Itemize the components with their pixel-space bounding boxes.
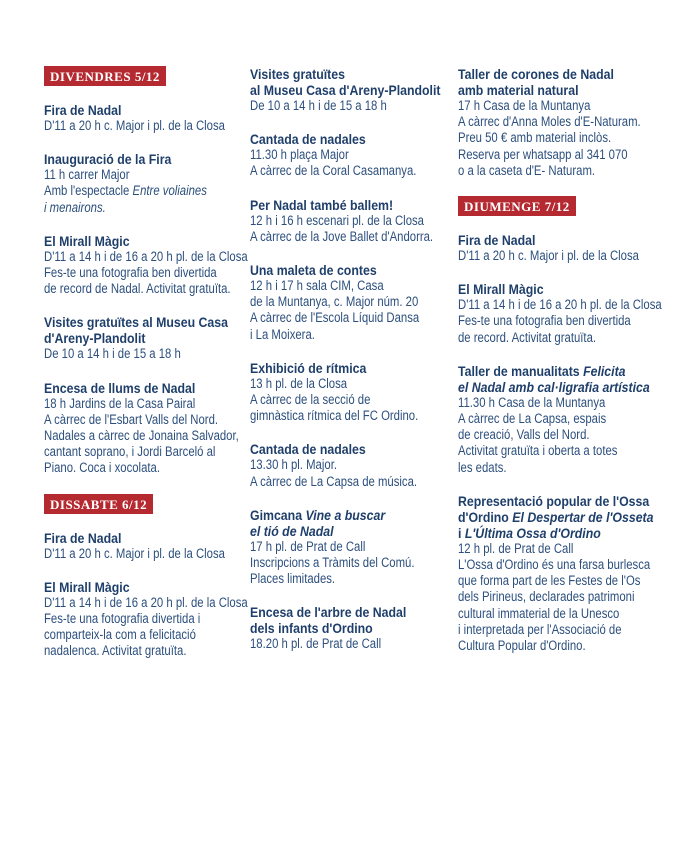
event-line: dels Pirineus, declarades patrimoni bbox=[458, 589, 635, 605]
event-title: El Mirall Màgic bbox=[44, 578, 130, 595]
event-title bbox=[458, 509, 665, 525]
event-title: amb material natural bbox=[458, 82, 579, 98]
day-badge-friday: DIVENDRES 5/12 bbox=[44, 66, 166, 86]
event-title-text: Taller de manualitats bbox=[458, 362, 584, 379]
event-line: D'11 a 14 h i de 16 a 20 h pl. de la Closa bbox=[44, 248, 248, 264]
event-line: 12 h pl. de Prat de Call bbox=[458, 540, 574, 556]
column-2 bbox=[250, 66, 456, 670]
event-title: Encesa de l'arbre de Nadal bbox=[250, 604, 407, 621]
event-line: De 10 a 14 h i de 15 a 18 h bbox=[44, 346, 181, 362]
event-mirall-magic-friday bbox=[44, 233, 250, 298]
event-title: Inauguració de la Fira bbox=[44, 151, 172, 168]
event-line: Places limitades. bbox=[250, 571, 336, 587]
event-title: Visites gratuïtes al Museu Casa bbox=[44, 314, 228, 331]
event-fira-de-nadal-sunday bbox=[458, 232, 664, 264]
day-badge-saturday: DISSABTE 6/12 bbox=[44, 494, 153, 514]
event-line: cultural immaterial de la Unesco bbox=[458, 605, 620, 621]
event-line: D'11 a 14 h i de 16 a 20 h pl. de la Closa bbox=[458, 297, 662, 313]
event-title-italic: Felicita bbox=[583, 362, 626, 379]
event-line: A càrrec de La Capsa, espais bbox=[458, 411, 607, 427]
event-title-italic: El Despertar de l'Osseta bbox=[512, 508, 654, 525]
event-title bbox=[458, 379, 665, 395]
event-title bbox=[250, 523, 457, 539]
event-inauguracio bbox=[44, 151, 250, 216]
event-line: Cultura Popular d'Ordino. bbox=[458, 638, 586, 654]
event-line: Fes-te una fotografia divertida i bbox=[44, 611, 201, 627]
show-title: Entre voliaines bbox=[132, 183, 207, 199]
event-title-italic: L'Última Ossa d'Ordino bbox=[464, 524, 601, 541]
event-title-italic: el tió de Nadal bbox=[250, 522, 334, 539]
day-badge-sunday: DIUMENGE 7/12 bbox=[458, 196, 576, 216]
event-line: D'11 a 20 h c. Major i pl. de la Closa bbox=[458, 248, 639, 264]
event-visites-museu-saturday bbox=[250, 66, 456, 114]
event-cantada-nadales-1 bbox=[250, 131, 456, 179]
event-fira-de-nadal-saturday bbox=[44, 530, 250, 562]
event-line: cantant soprano, i Jordi Barceló al bbox=[44, 444, 216, 460]
event-maleta-contes bbox=[250, 262, 456, 343]
event-cantada-nadales-2 bbox=[250, 441, 456, 489]
event-line: Piano. Coca i xocolata. bbox=[44, 460, 160, 476]
event-text: Amb l'espectacle bbox=[44, 183, 133, 199]
event-visites-museu-friday bbox=[44, 314, 250, 362]
event-line: de creació, Valls del Nord. bbox=[458, 427, 590, 443]
event-title: Una maleta de contes bbox=[250, 262, 377, 279]
event-line: o a la caseta d'E- Naturam. bbox=[458, 162, 596, 178]
event-line: que forma part de les Festes de l'Os bbox=[458, 573, 641, 589]
event-title-italic: Vine a buscar bbox=[305, 506, 386, 523]
event-line: de record. Activitat gratuïta. bbox=[458, 329, 597, 345]
event-line: i La Moixera. bbox=[250, 326, 315, 342]
event-line: gimnàstica rítmica del FC Ordino. bbox=[250, 408, 419, 424]
event-title: d'Areny-Plandolit bbox=[44, 330, 146, 347]
event-line: 18 h Jardins de la Casa Pairal bbox=[44, 395, 196, 411]
event-line: D'11 a 20 h c. Major i pl. de la Closa bbox=[44, 545, 225, 561]
event-title-text: d'Ordino bbox=[458, 508, 513, 525]
event-line: A càrrec d'Anna Moles d'E-Naturam. bbox=[458, 114, 641, 130]
event-encesa-llums bbox=[44, 380, 250, 477]
event-line: i interpretada per l'Associació de bbox=[458, 621, 622, 637]
event-line: 11.30 h plaça Major bbox=[250, 147, 349, 163]
event-line: 13.30 h pl. Major. bbox=[250, 457, 338, 473]
event-line: 11 h carrer Major bbox=[44, 167, 130, 183]
event-title: Encesa de llums de Nadal bbox=[44, 379, 196, 396]
event-line: A càrrec de la Coral Casamanya. bbox=[250, 163, 417, 179]
event-line: i menairons. bbox=[44, 199, 106, 215]
event-line: 13 h pl. de la Closa bbox=[250, 375, 348, 391]
event-title: El Mirall Màgic bbox=[458, 281, 544, 298]
event-line: Reserva per whatsapp al 341 070 bbox=[458, 146, 628, 162]
event-title: El Mirall Màgic bbox=[44, 232, 130, 249]
event-title bbox=[458, 525, 665, 541]
event-title: Cantada de nadales bbox=[250, 131, 366, 148]
column-3 bbox=[458, 66, 664, 671]
event-line: comparteix-la com a felicitació bbox=[44, 627, 196, 643]
event-title: Visites gratuïtes bbox=[250, 66, 345, 82]
event-title bbox=[458, 363, 665, 379]
event-line: A càrrec de l'Escola Líquid Dansa bbox=[250, 310, 420, 326]
event-line: de la Muntanya, c. Major núm. 20 bbox=[250, 294, 419, 310]
event-line: A càrrec de la secció de bbox=[250, 392, 371, 408]
event-line bbox=[44, 183, 252, 199]
event-title: dels infants d'Ordino bbox=[250, 620, 373, 637]
event-line: 12 h i 17 h sala CIM, Casa bbox=[250, 278, 384, 294]
event-taller-manualitats bbox=[458, 363, 664, 476]
event-title: Taller de corones de Nadal bbox=[458, 66, 614, 82]
event-title: Fira de Nadal bbox=[44, 529, 122, 546]
event-title: Per Nadal també ballem! bbox=[250, 196, 394, 213]
event-fira-de-nadal-friday bbox=[44, 102, 250, 134]
event-title: Fira de Nadal bbox=[458, 232, 536, 249]
event-line: A càrrec de la Jove Ballet d'Andorra. bbox=[250, 228, 434, 244]
event-line: A càrrec de La Capsa de música. bbox=[250, 473, 418, 489]
event-line: Fes-te una fotografia ben divertida bbox=[458, 313, 631, 329]
event-title-text: Gimcana bbox=[250, 506, 306, 523]
event-taller-corones bbox=[458, 66, 664, 179]
event-line: 17 h pl. de Prat de Call bbox=[250, 538, 366, 554]
event-title bbox=[250, 507, 457, 523]
event-mirall-magic-sunday bbox=[458, 281, 664, 346]
event-line: de record de Nadal. Activitat gratuïta. bbox=[44, 281, 231, 297]
event-title: Exhibició de rítmica bbox=[250, 359, 367, 376]
event-line: A càrrec de l'Esbart Valls del Nord. bbox=[44, 411, 219, 427]
event-line: De 10 a 14 h i de 15 a 18 h bbox=[250, 98, 387, 113]
event-line: les edats. bbox=[458, 459, 507, 475]
event-title: Representació popular de l'Ossa bbox=[458, 492, 650, 509]
event-line: nadalenca. Activitat gratuïta. bbox=[44, 643, 187, 659]
event-line: 12 h i 16 h escenari pl. de la Closa bbox=[250, 212, 424, 228]
event-exhibicio-ritmica bbox=[250, 360, 456, 425]
event-encesa-arbre bbox=[250, 604, 456, 652]
event-line: D'11 a 14 h i de 16 a 20 h pl. de la Closa bbox=[44, 594, 248, 610]
event-line: 18.20 h pl. de Prat de Call bbox=[250, 636, 382, 652]
event-gimcana bbox=[250, 507, 456, 588]
event-line: Preu 50 € amb material inclòs. bbox=[458, 130, 612, 146]
event-title: al Museu Casa d'Areny-Plandolit bbox=[250, 82, 441, 98]
column-1 bbox=[44, 66, 250, 677]
event-title-italic: el Nadal amb cal·ligrafia artística bbox=[458, 378, 650, 395]
event-mirall-magic-saturday bbox=[44, 579, 250, 660]
event-line: Fes-te una fotografia ben divertida bbox=[44, 265, 217, 281]
event-line: 11.30 h Casa de la Muntanya bbox=[458, 394, 606, 410]
event-line: 17 h Casa de la Muntanya bbox=[458, 98, 591, 113]
event-title: Fira de Nadal bbox=[44, 102, 122, 118]
event-line: D'11 a 20 h c. Major i pl. de la Closa bbox=[44, 118, 225, 133]
event-line: L'Ossa d'Ordino és una farsa burlesca bbox=[458, 557, 651, 573]
event-line: Activitat gratuïta i oberta a totes bbox=[458, 443, 618, 459]
event-title: Cantada de nadales bbox=[250, 441, 366, 458]
event-representacio-ossa bbox=[458, 493, 664, 654]
event-line: Inscripcions a Tràmits del Comú. bbox=[250, 555, 415, 571]
event-per-nadal-ballem bbox=[250, 197, 456, 245]
event-line: Nadales a càrrec de Jonaina Salvador, bbox=[44, 428, 239, 444]
event-title-text: i bbox=[458, 524, 465, 541]
